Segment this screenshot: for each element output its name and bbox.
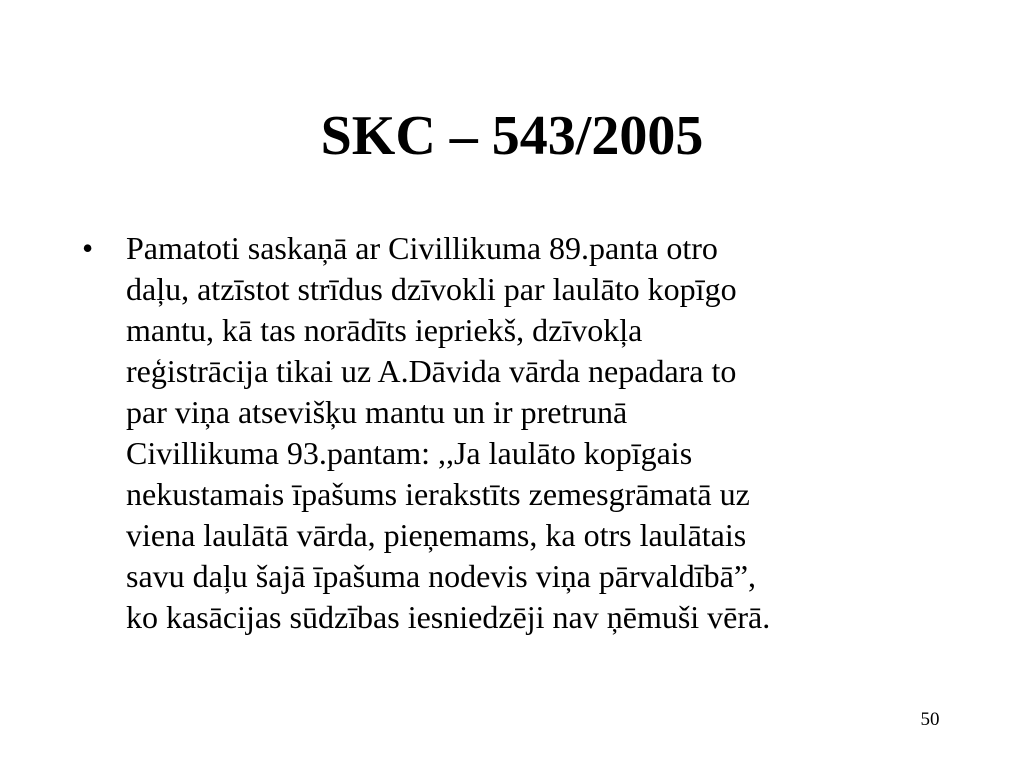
bullet-text-line: Pamatoti saskaņā ar Civillikuma 89.panta otro (126, 230, 718, 266)
bullet-text-line: daļu, atzīstot strīdus dzīvokli par laulāto kopīgo (126, 271, 737, 307)
bullet-text-line: reģistrācija tikai uz A.Dāvida vārda nepadara to (126, 353, 737, 389)
bullet-text-line: nekustamais īpašums ierakstīts zemesgrāmatā uz (126, 476, 750, 512)
bullet-text-line: Civillikuma 93.pantam: ,,Ja laulāto kopīgais (126, 435, 693, 471)
bullet-text-line: mantu, kā tas norādīts iepriekš, dzīvokļa (126, 312, 643, 348)
bullet-text-line: viena laulātā vārda, pieņemams, ka otrs laulātais (126, 517, 747, 553)
page-number: 50 (920, 709, 940, 730)
bullet-list (82, 228, 942, 638)
bullet-marker: • (82, 230, 94, 266)
bullet-text-line: savu daļu šajā īpašuma nodevis viņa pārvaldībā”, (126, 558, 757, 594)
bullet-text-line: par viņa atsevišķu mantu un ir pretrunā (126, 394, 628, 430)
slide-title: SKC – 543/2005 (320, 105, 704, 167)
bullet-item (82, 228, 942, 638)
bullet-text (126, 228, 942, 638)
bullet-text-line: ko kasācijas sūdzības iesniedzēji nav ņēmuši vērā. (126, 599, 771, 635)
